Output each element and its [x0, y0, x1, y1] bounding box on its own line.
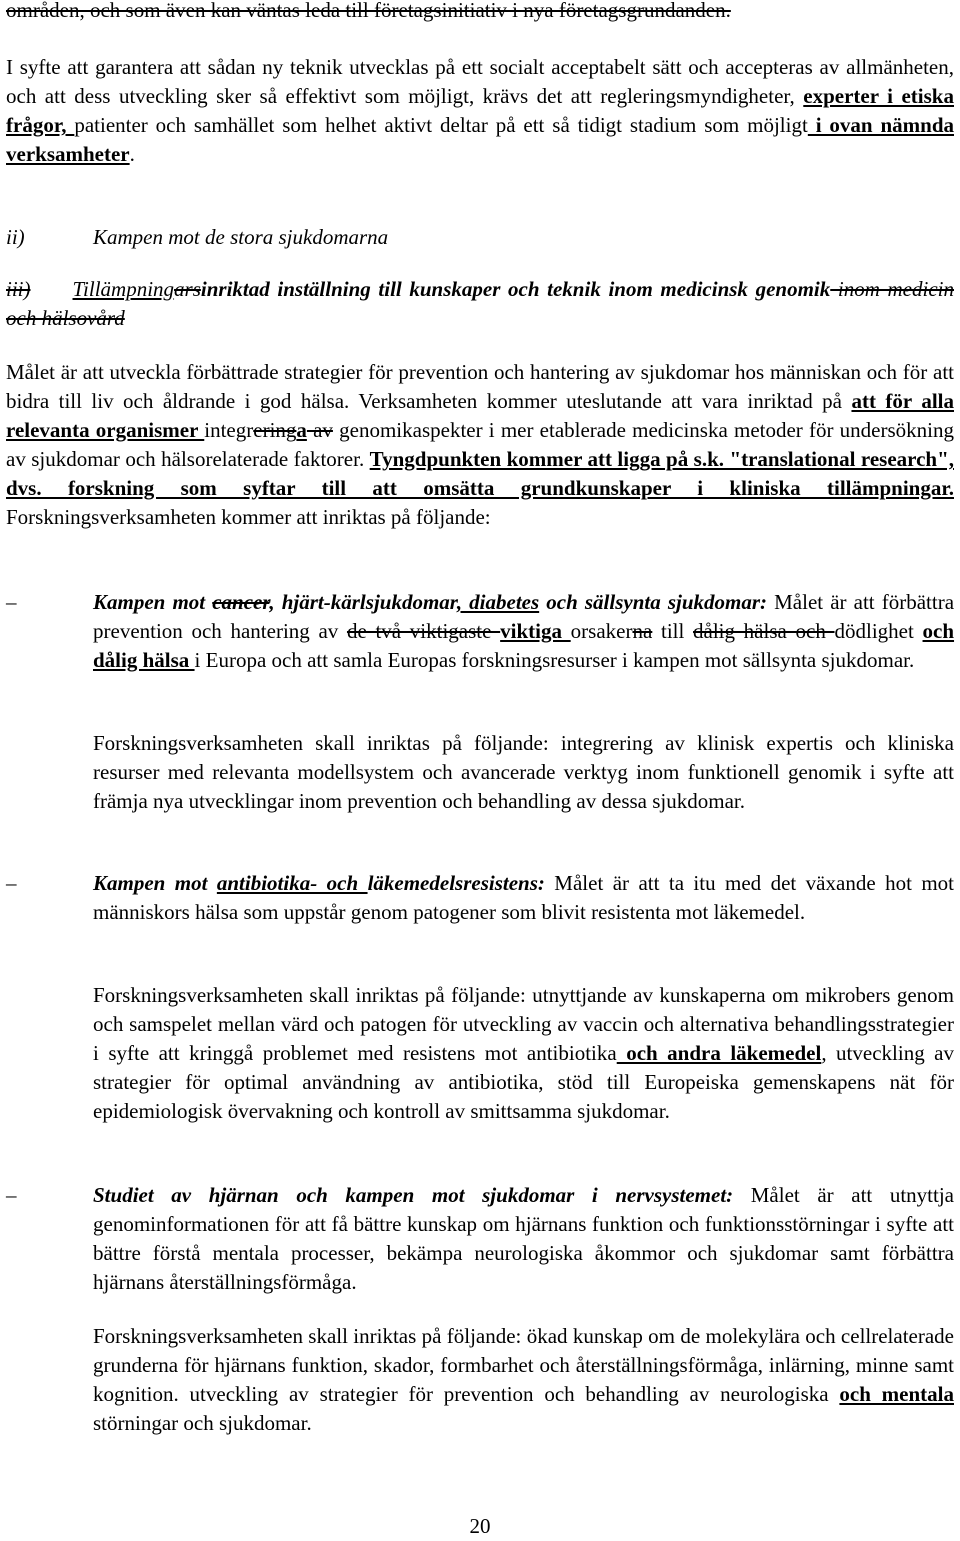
inserted-text: experter i etiska frågor,	[6, 84, 954, 137]
paragraph-intro: I syfte att garantera att sådan ny teknik utvecklas på ett socialt acceptabelt sätt och accepteras av allmänheten, och att dess utveckling sker så effektivt som möjligt, krävs det att regleringsmyndigheter, experter i etiska frågor, patienter och samhället som helhet aktivt deltar på ett så tidigt stadium som möjligt i ovan nämnda verksamheter.	[6, 55, 954, 166]
dash-bullet: –	[6, 590, 17, 614]
heading-iii: iii) Tillämpningarsinriktad inställning till kunskaper och teknik inom medicinsk genomik inom medicin och hälsovård	[6, 277, 954, 330]
inserted-text: i ovan nämnda verksamheter	[6, 113, 954, 166]
deleted-text: de två viktigaste	[346, 619, 501, 643]
inserted-text: antibiotika- och	[216, 871, 368, 895]
deleted-text: områden, och som även kan väntas leda till företagsinitiativ i nya företagsgrundanden.	[6, 0, 731, 22]
deleted-text: av	[306, 418, 333, 442]
paragraph-antibiotics-research: Forskningsverksamheten skall inriktas på följande: utnyttjande av kunskaperna om mikrobers genom och samspelet mellan värd och patogen för utveckling av vaccin och alternativa behandlingsstrategier i syfte att kringgå problemet med resistens mot antibiotika och andra läkemedel, utveckling av strategier för optimal användning av antibiotika, stöd till Europeiska gemenskapens nät för epidemiologisk övervakning och kontroll av smittsamma sjukdomar.	[93, 983, 955, 1123]
deleted-text: na	[632, 619, 653, 643]
inserted-text: och andra läkemedel	[616, 1041, 822, 1065]
paragraph-brain-research: Forskningsverksamheten skall inriktas på följande: ökad kunskap om de molekylära och cellrelaterade grunderna för hjärnans funktion, skador, formbarhet och återställningsförmåga, inlärning, minne samt kognition. utveckling av strategier för prevention och behandling av neurologiska och mentala störningar och sjukdomar.	[93, 1324, 954, 1435]
dash-bullet: –	[6, 871, 17, 895]
heading-ii	[6, 223, 954, 252]
list-item-cancer: – Kampen mot cancer, hjärt-kärlsjukdomar, diabetes och sällsynta sjukdomar: Målet är att förbättra prevention och hantering av de två viktigaste viktiga orsakerna till dålig hälsa och dödlighet och dålig hälsa i Europa och att samla Europas forskningsresurser i kampen mot sällsynta sjukdomar.	[6, 590, 955, 672]
deleted-text: cancer	[212, 590, 270, 614]
inserted-text: a	[296, 418, 307, 442]
inserted-text: , diabetes	[456, 590, 540, 614]
inserted-text: Tyngdpunkten kommer att ligga på s.k. "translational research", dvs. forskning som syftar till att omsätta grundkunskaper i kliniska tillämpningar.	[6, 447, 954, 500]
inserted-text: och dålig hälsa	[93, 619, 955, 672]
deleted-heading-number: iii)	[6, 277, 31, 301]
heading-title: Kampen mot de stora sjukdomarna	[93, 225, 389, 249]
deleted-text: dålig hälsa och	[693, 619, 835, 643]
list-item-antibiotics: – Kampen mot antibiotika- och läkemedelsresistens: Målet är att ta itu med det växande hot mot människors hälsa som uppstår genom patogener som blivit resistenta mot läkemedel.	[6, 871, 954, 924]
inserted-text: viktiga	[500, 619, 571, 643]
deleted-text: ars	[174, 277, 201, 301]
list-item-brain: – Studiet av hjärnan och kampen mot sjukdomar i nervsystemet: Målet är att utnyttja genominformationen för att få bättre kunskap om hjärnans funktion och funktionsstörningar i syfte att bättre förstå mentala processer, bekämpa neurologiska åkommor och sjukdomar samt förbättra hjärnans återställningsförmåga.	[6, 1183, 954, 1294]
inserted-text: och mentala	[839, 1382, 954, 1406]
page-number: 20	[469, 1514, 491, 1538]
deleted-text: ering	[253, 418, 297, 442]
deleted-text: inom medicin och hälsovård	[6, 277, 954, 330]
paragraph-carryover	[6, 0, 954, 25]
paragraph-goal: Målet är att utveckla förbättrade strategier för prevention och hantering av sjukdomar hos människan och för att bidra till liv och åldrande i god hälsa. Verksamheten kommer uteslutande att vara inriktad på att för alla relevanta organismer integreringa av genomikaspekter i mer etablerade medicinska metoder för undersökning av sjukdomar och hälsorelaterade faktorer. Tyngdpunkten kommer att ligga på s.k. "translational research", dvs. forskning som syftar till att omsätta grundkunskaper i kliniska tillämpningar. Forskningsverksamheten kommer att inriktas på följande:	[6, 360, 955, 529]
paragraph-cancer-research: Forskningsverksamheten skall inriktas på följande: integrering av klinisk expertis och kliniska resurser med relevanta modellsystem och avancerade verktyg inom funktionell genomik i syfte att främja nya utvecklingar inom prevention och behandling av dessa sjukdomar.	[93, 731, 954, 813]
heading-number: ii)	[6, 225, 25, 249]
dash-bullet: –	[6, 1183, 17, 1207]
inserted-text: att för alla relevanta organismer	[6, 389, 954, 442]
